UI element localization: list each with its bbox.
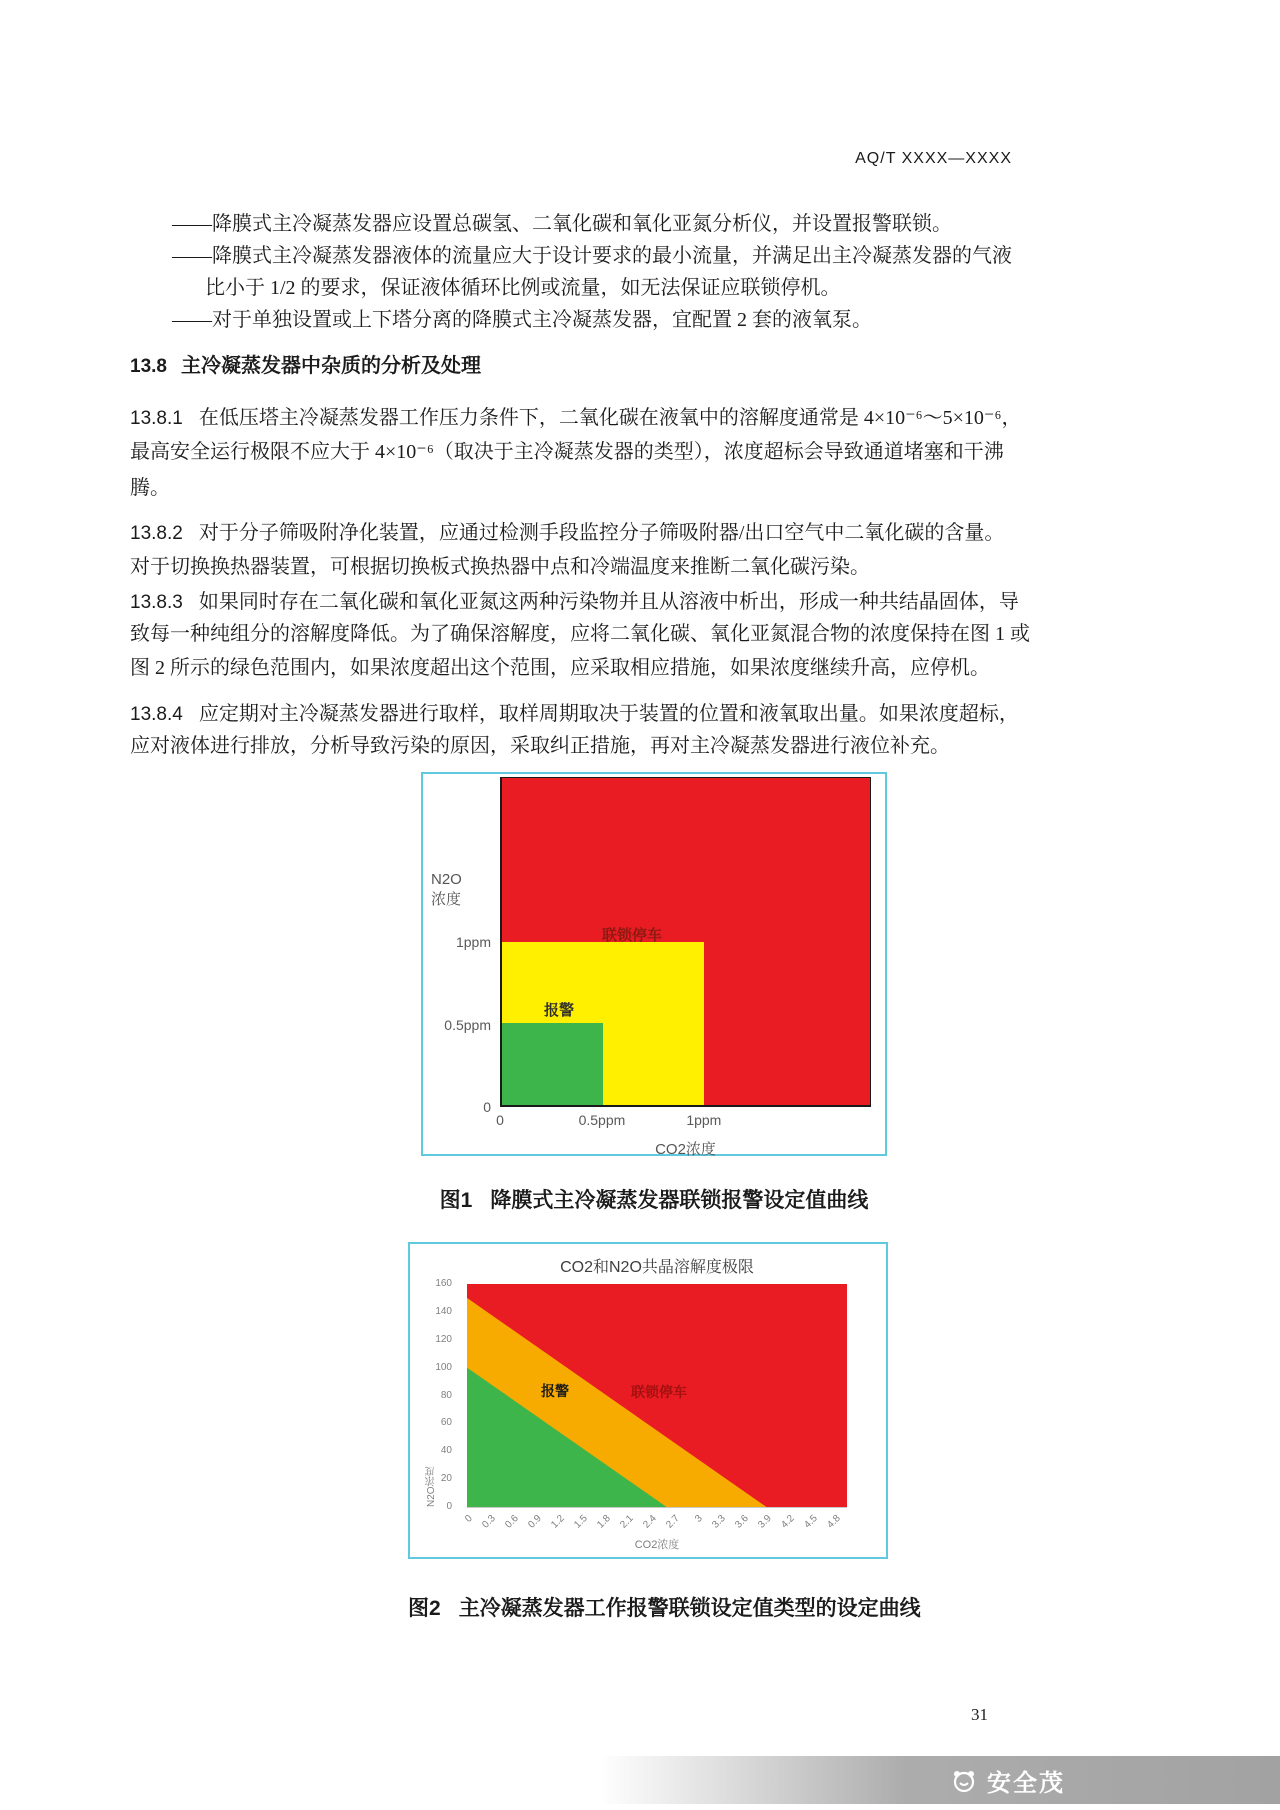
bullet-item-2-line-2: 比小于 1/2 的要求，保证液体循环比例或流量，如无法保证应联锁停机。 bbox=[205, 277, 841, 299]
figure2-y-axis-title: N2O浓度 bbox=[426, 1466, 437, 1507]
figure1-x-axis-title: CO2浓度 bbox=[655, 1141, 716, 1158]
figure2-x-tick-label: 3 bbox=[693, 1513, 706, 1525]
figure2-x-tick-label: 0 bbox=[463, 1513, 475, 1525]
figure1-chart bbox=[421, 772, 887, 1156]
anquanmao-logo-icon bbox=[949, 1766, 979, 1794]
figure2-alarm-label: 报警 bbox=[541, 1383, 569, 1399]
clause-13-8-1-text-1: 在低压塔主冷凝蒸发器工作压力条件下，二氧化碳在液氧中的溶解度通常是 4×10⁻⁶～5×10⁻⁶， bbox=[198, 407, 1022, 429]
clause-13-8-4-text-1: 应定期对主冷凝蒸发器进行取样，取样周期取决于装置的位置和液氧取出量。如果浓度超标， bbox=[198, 703, 1019, 725]
figure2-x-axis-title: CO2浓度 bbox=[634, 1539, 680, 1551]
page-number: 31 bbox=[971, 1705, 988, 1724]
figure1-x-tick-label: 0 bbox=[496, 1112, 504, 1128]
figure2-x-tick-label: 1.2 bbox=[549, 1513, 567, 1531]
bullet-item-1: ——降膜式主冷凝蒸发器应设置总碳氢、二氧化碳和氧化亚氮分析仪，并设置报警联锁。 bbox=[172, 213, 952, 235]
figure1-y-tick-label: 0.5ppm bbox=[444, 1016, 491, 1033]
clause-13-8-2-text-1: 对于分子筛吸附净化装置，应通过检测手段监控分子筛吸附器/出口空气中二氧化碳的含量。 bbox=[198, 522, 1005, 544]
figure2-x-tick-label: 3.6 bbox=[733, 1513, 752, 1531]
clause-13-8-4-line-2: 应对液体进行排放，分析导致污染的原因，采取纠正措施，再对主冷凝蒸发器进行液位补充。 bbox=[130, 735, 950, 757]
figure2-y-tick-label: 160 bbox=[435, 1278, 452, 1289]
figure1-y-axis-title-line2: 浓度 bbox=[431, 891, 462, 908]
figure2-y-tick-label: 80 bbox=[440, 1389, 452, 1401]
figure1-x-tick-label: 1ppm bbox=[686, 1112, 722, 1128]
figure2-y-tick-label: 120 bbox=[435, 1333, 452, 1345]
figure1-alarm-label: 报警 bbox=[544, 1002, 575, 1019]
figure1-caption-number: 图1 bbox=[439, 1189, 473, 1212]
watermark-banner bbox=[600, 1756, 1280, 1804]
figure1-caption bbox=[421, 1184, 887, 1214]
section-heading-number: 13.8 bbox=[130, 356, 167, 377]
clause-13-8-4-number: 13.8.4 bbox=[130, 704, 183, 725]
figure2-y-tick-label: 140 bbox=[435, 1305, 452, 1317]
clause-13-8-2-line-2: 对于切换换热器装置，可根据切换板式换热器中点和冷端温度来推断二氧化碳污染。 bbox=[130, 556, 870, 578]
figure2-plot bbox=[467, 1284, 847, 1508]
clause-13-8-3-text-1: 如果同时存在二氧化碳和氧化亚氮这两种污染物并且从溶液中析出，形成一种共结晶固体，导 bbox=[198, 591, 1019, 613]
figure2-trip-label: 联锁停车 bbox=[631, 1384, 687, 1400]
figure2-x-tick-label: 1.8 bbox=[595, 1513, 613, 1531]
figure2-y-tick-label: 40 bbox=[440, 1445, 452, 1457]
figure1-caption-text: 降膜式主冷凝蒸发器联锁报警设定值曲线 bbox=[490, 1189, 869, 1212]
clause-13-8-2-number: 13.8.2 bbox=[130, 523, 183, 544]
figure2-x-tick-label: 3.3 bbox=[710, 1513, 729, 1531]
figure1-x-tick-label: 0.5ppm bbox=[578, 1112, 626, 1128]
figure2-x-tick-label: 2.7 bbox=[664, 1513, 683, 1531]
figure2-caption bbox=[408, 1592, 921, 1622]
section-heading bbox=[130, 352, 481, 381]
figure2-x-tick-label: 2.4 bbox=[641, 1513, 660, 1531]
figure2-y-tick-label: 60 bbox=[440, 1417, 452, 1429]
bullet-item-3: ——对于单独设置或上下塔分离的降膜式主冷凝蒸发器，宜配置 2 套的液氧泵。 bbox=[172, 309, 872, 331]
figure2-caption-text: 主冷凝蒸发器工作报警联锁设定值类型的设定曲线 bbox=[458, 1597, 921, 1620]
figure1-plot bbox=[500, 777, 871, 1107]
clause-13-8-3-line-1 bbox=[130, 588, 1019, 617]
clause-13-8-3-line-2: 致每一种纯组分的溶解度降低。为了确保溶解度，应将二氧化碳、氧化亚氮混合物的浓度保持在图 1 或 bbox=[130, 623, 1030, 645]
figure2-title: CO2和N2O共晶溶解度极限 bbox=[560, 1259, 754, 1276]
figure2-x-tick-label: 4.8 bbox=[825, 1513, 844, 1531]
figure1-y-ticks bbox=[423, 777, 495, 1115]
figure1-normal-region bbox=[502, 1023, 603, 1105]
figure1-y-axis-title-line1: N2O bbox=[431, 871, 462, 888]
clause-13-8-3-number: 13.8.3 bbox=[130, 592, 183, 613]
figure1-y-tick-label: 0 bbox=[483, 1099, 491, 1115]
clause-13-8-4-line-1 bbox=[130, 700, 1019, 729]
bullet-item-2-line-1: ——降膜式主冷凝蒸发器液体的流量应大于设计要求的最小流量，并满足出主冷凝蒸发器的气液 bbox=[172, 245, 1012, 267]
figure2-x-tick-label: 1.5 bbox=[572, 1513, 590, 1531]
figure2-y-ticks bbox=[410, 1278, 460, 1512]
figure1-trip-label: 联锁停车 bbox=[602, 927, 663, 944]
clause-13-8-1-line-1 bbox=[130, 404, 1021, 433]
figure2-y-tick-label: 0 bbox=[446, 1501, 452, 1512]
clause-13-8-1-number: 13.8.1 bbox=[130, 408, 183, 429]
clause-13-8-2-line-1 bbox=[130, 519, 1004, 548]
clause-13-8-1-line-3: 腾。 bbox=[130, 477, 170, 499]
figure2-y-tick-label: 100 bbox=[435, 1361, 452, 1373]
clause-13-8-3-line-3: 图 2 所示的绿色范围内，如果浓度超出这个范围，应采取相应措施，如果浓度继续升高，应停机。 bbox=[130, 657, 990, 679]
figure2-x-tick-label: 2.1 bbox=[618, 1513, 636, 1531]
figure2-x-tick-label: 0.6 bbox=[503, 1513, 521, 1531]
figure2-x-tick-label: 4.5 bbox=[802, 1513, 821, 1531]
figure2-x-tick-label: 4.2 bbox=[779, 1513, 798, 1531]
figure1-y-tick-label: 1ppm bbox=[455, 934, 491, 950]
figure2-caption-number: 图2 bbox=[408, 1597, 441, 1620]
figure2-x-tick-label: 3.9 bbox=[756, 1513, 775, 1531]
watermark-text: 安全茂 bbox=[987, 1769, 1065, 1797]
figure2-chart bbox=[408, 1242, 888, 1559]
header-doc-number: AQ/T XXXX—XXXX bbox=[855, 150, 1012, 167]
figure2-y-tick-label: 20 bbox=[440, 1473, 452, 1485]
figure2-x-tick-label: 0.9 bbox=[526, 1513, 544, 1531]
figure2-x-tick-label: 0.3 bbox=[480, 1513, 498, 1531]
section-heading-title: 主冷凝蒸发器中杂质的分析及处理 bbox=[180, 355, 481, 377]
figure1-x-ticks bbox=[496, 1112, 871, 1130]
clause-13-8-1-line-2: 最高安全运行极限不应大于 4×10⁻⁶（取决于主冷凝蒸发器的类型），浓度超标会导致通道堵塞和干沸 bbox=[130, 441, 1004, 463]
